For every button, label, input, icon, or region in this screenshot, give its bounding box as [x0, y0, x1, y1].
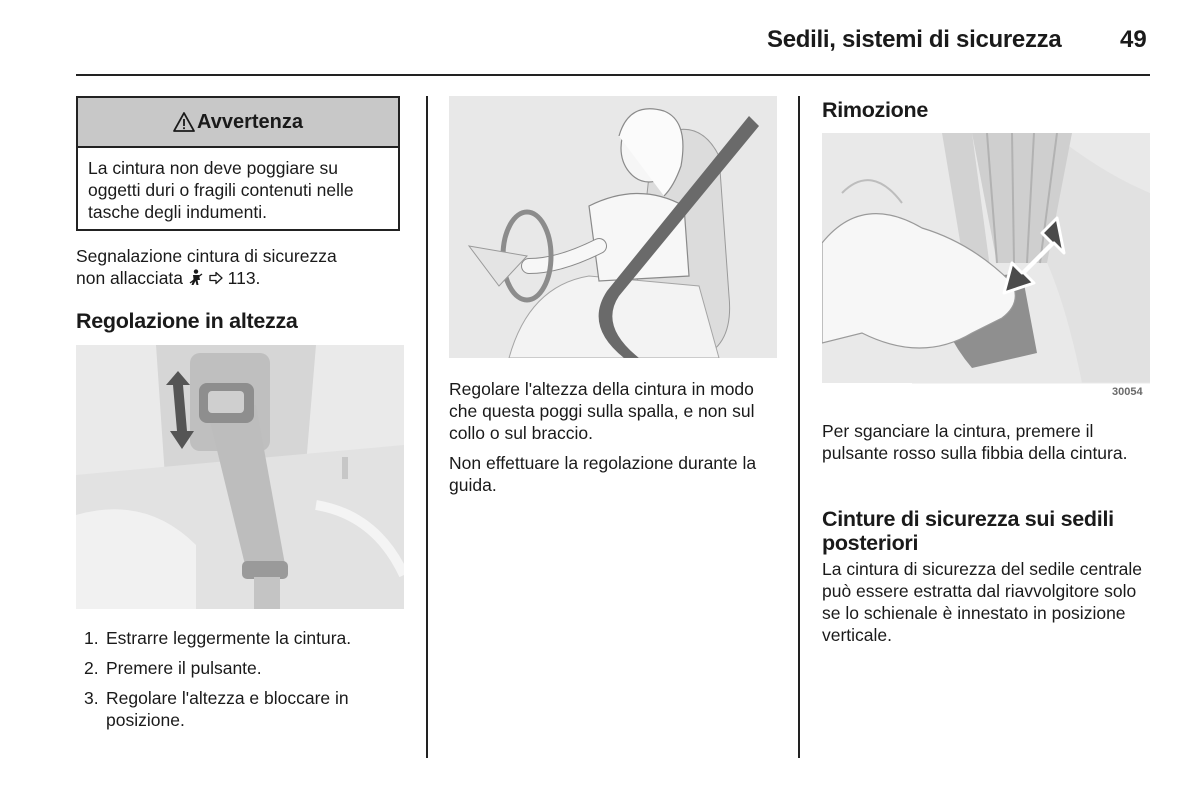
- steps-list: [84, 627, 404, 739]
- no-adjust-while-driving-paragraph: Non effettuare la regolazione durante la guida.: [449, 453, 757, 495]
- page-header-title: Sedili, sistemi di sicurezza: [767, 26, 1062, 53]
- seatbelt-reminder-text: [76, 245, 406, 289]
- page-reference-arrow-icon: [209, 271, 223, 285]
- removal-text: Per sganciare la cintura, premere il pulsante rosso sulla fibbia della cintura.: [822, 421, 1128, 463]
- list-item: 1. Estrarre leggermente la cintura.: [84, 628, 352, 648]
- belt-height-adjuster-illustration: [76, 345, 404, 609]
- figure-code: 30054: [1112, 386, 1143, 398]
- reminder-page-ref: 113.: [227, 268, 261, 288]
- height-adjust-heading: Regolazione in altezza: [76, 309, 298, 333]
- buckle-release-illustration: [822, 133, 1150, 403]
- page-number: 49: [1120, 26, 1147, 53]
- reminder-line2: [76, 267, 406, 289]
- warning-header: [78, 98, 398, 148]
- rear-seatbelts-heading: Cinture di sicurezza sui sedili posteriori: [822, 507, 1114, 555]
- seatbelt-warning-icon: [188, 269, 204, 286]
- reminder-line2-prefix: non allacciata: [76, 268, 184, 288]
- list-item: 2. Premere il pulsante.: [84, 658, 262, 678]
- height-adjust-paragraph: Regolare l'altezza della cintura in modo che questa poggi sulla spalla, e non sul collo o sul braccio.: [449, 379, 755, 443]
- warning-triangle-icon: [173, 112, 195, 132]
- header-rule: [76, 74, 1150, 76]
- removal-heading: Rimozione: [822, 98, 928, 122]
- column-divider-left: [426, 96, 428, 758]
- column-divider-right: [798, 96, 800, 758]
- rear-seatbelts-text: La cintura di sicurezza del sedile centrale può essere estratta dal riavvolgitore solo se lo schienale è innestato in posizione verticale.: [822, 559, 1143, 645]
- reminder-line1: Segnalazione cintura di sicurezza: [76, 246, 337, 266]
- warning-title: Avvertenza: [197, 110, 303, 133]
- warning-text: La cintura non deve poggiare su oggetti duri o fragili contenuti nelle tasche degli indumenti.: [88, 158, 354, 222]
- list-item: 3. Regolare l'altezza e bloccare in posizione.: [84, 688, 349, 730]
- driver-seatbelt-illustration: [449, 96, 777, 358]
- warning-box: [76, 96, 400, 231]
